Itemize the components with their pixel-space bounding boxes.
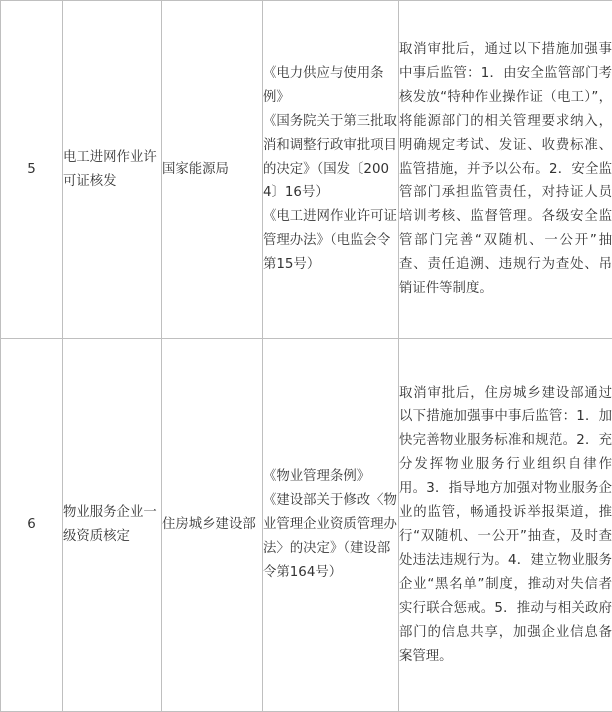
basis-cell [263, 1, 399, 339]
basis-item: 《电力供应与使用条例》 [263, 62, 398, 110]
department-name: 住房城乡建设部 [162, 513, 262, 537]
row-number: 5 [1, 158, 62, 182]
item-name: 电工进网作业许可证核发 [63, 146, 161, 194]
row-number-cell [1, 339, 63, 712]
basis-item: 《电工进网作业许可证管理办法》（电监会令第15号） [263, 205, 398, 277]
row-number-cell [1, 1, 63, 339]
measures-cell [399, 339, 612, 712]
row-number: 6 [1, 513, 62, 537]
basis-item: 《国务院关于第三批取消和调整行政审批项目的决定》（国发〔2004〕16号） [263, 110, 398, 206]
department-cell [162, 339, 263, 712]
measures-text: 取消审批后，通过以下措施加强事中事后监管：1．由安全监管部门考核发放“特种作业操作证（电工）”，将能源部门的相关管理要求纳入，明确规定考试、发证、收费标准、监管措施，并予以公布。2．安全监管部门承担监管责任，对持证人员培训考核、监督管理。各级安全监管部门完善“双随机、一公开”抽查、责任追溯、违规行为查处、吊销证件等制度。 [399, 38, 612, 301]
measures-text: 取消审批后，住房城乡建设部通过以下措施加强事中事后监管：1．加快完善物业服务标准和规范。2．充分发挥物业服务行业组织自律作用。3．指导地方加强对物业服务企业的监管，畅通投诉举报渠道，推行“双随机、一公开”抽查，及时查处违法违规行为。4．建立物业服务企业“黑名单”制度，推动对失信者实行联合惩戒。5．推动与相关政府部门的信息共享，加强企业信息备案管理。 [399, 382, 612, 669]
table-row [1, 1, 612, 339]
item-name: 物业服务企业一级资质核定 [63, 501, 161, 549]
basis-item: 《物业管理条例》 [263, 465, 398, 489]
basis-cell [263, 339, 399, 712]
department-name: 国家能源局 [162, 158, 262, 182]
measures-cell [399, 1, 612, 339]
table-row [1, 339, 612, 712]
item-name-cell [63, 1, 162, 339]
item-name-cell [63, 339, 162, 712]
basis-item: 《建设部关于修改〈物业管理企业资质管理办法〉的决定》（建设部令第164号） [263, 489, 398, 585]
department-cell [162, 1, 263, 339]
